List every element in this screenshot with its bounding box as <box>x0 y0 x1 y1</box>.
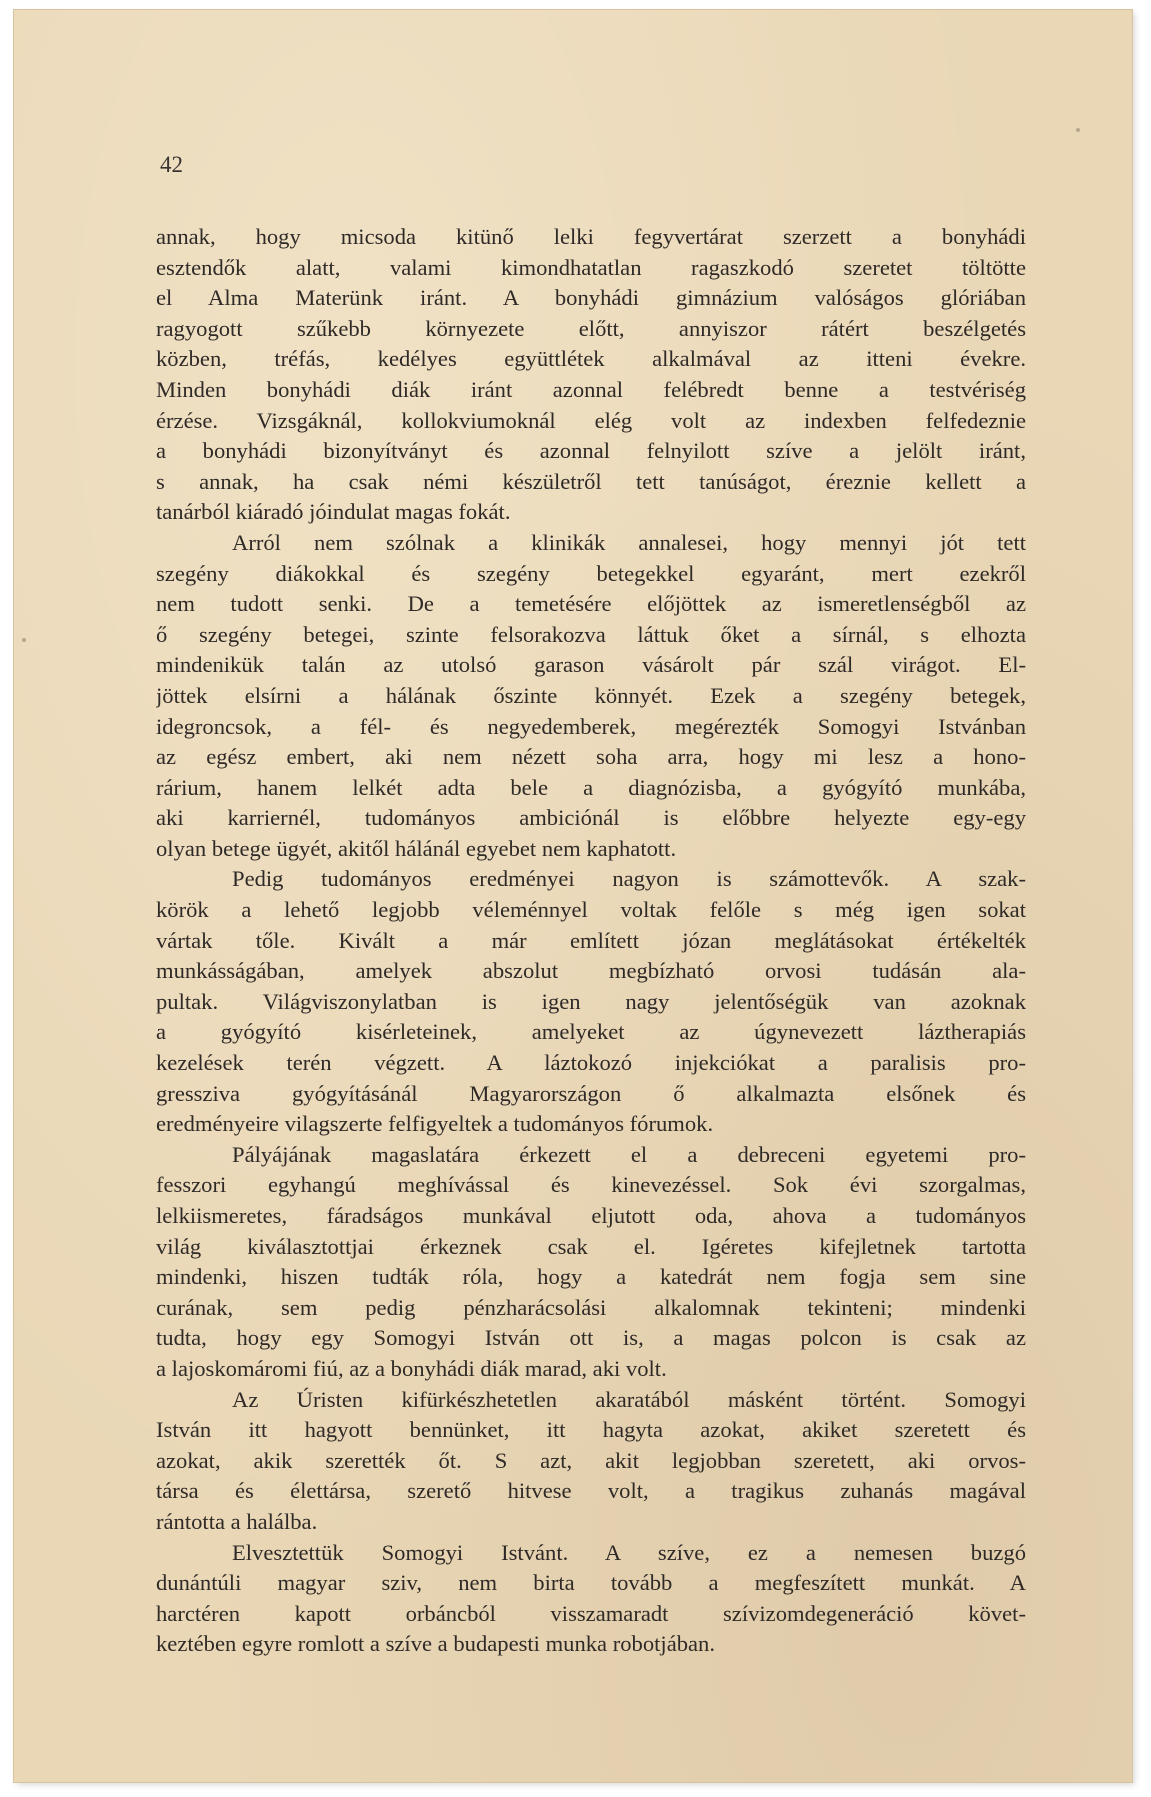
text-line: Az Úristen kifürkészhetetlen akaratából másként történt. Somogyi <box>232 1386 1026 1412</box>
text-line: mindenikük talán az utolsó garason vásárolt pár szál virágot. El- <box>156 652 1026 678</box>
text-line: Pedig tudományos eredményei nagyon is számottevők. A szak- <box>232 866 1026 892</box>
text-line: azokat, akik szerették őt. S azt, akit legjobban szeretett, aki orvos- <box>156 1447 1026 1473</box>
text-line: ragyogott szűkebb környezete előtt, annyiszor rátért beszélgetés <box>156 315 1026 341</box>
text-line: körök a lehető legjobb véleménnyel voltak felőle s még igen sokat <box>156 897 1026 923</box>
text-line: Minden bonyhádi diák iránt azonnal felébredt benne a testvériség <box>156 376 1026 402</box>
text-line: Pályájának magaslatára érkezett el a debreceni egyetemi pro- <box>232 1141 1026 1167</box>
text-line: harctéren kapott orbáncból visszamaradt szívizomdegeneráció követ- <box>156 1600 1026 1626</box>
text-line: ő szegény betegei, szinte felsorakozva láttuk őket a sírnál, s elhozta <box>156 621 1026 647</box>
text-line: rántotta a halálba. <box>156 1508 318 1534</box>
text-line: mindenki, hiszen tudták róla, hogy a katedrát nem fogja sem sine <box>156 1264 1026 1290</box>
text-line: társa és élettársa, szerető hitvese volt, a tragikus zuhanás magával <box>156 1478 1026 1504</box>
text-line: a bonyhádi bizonyítványt és azonnal felnyilott szíve a jelölt iránt, <box>156 438 1026 464</box>
text-line: kezelések terén végzett. A láztokozó injekciókat a paralisis pro- <box>156 1050 1026 1076</box>
text-line: érzése. Vizsgáknál, kollokviumoknál elég volt az indexben felfedeznie <box>156 407 1026 433</box>
paragraph <box>156 528 1026 865</box>
text-line: tanárból kiáradó jóindulat magas fokát. <box>156 499 511 525</box>
text-line: nem tudott senki. De a temetésére előjöttek az ismeretlenségből az <box>156 591 1026 617</box>
text-line: el Alma Materünk iránt. A bonyhádi gimnázium valóságos glóriában <box>156 285 1026 311</box>
pencil-mark <box>22 638 26 642</box>
body-text <box>156 222 1026 1660</box>
text-line: munkásságában, amelyek abszolut megbízható orvosi tudásán ala- <box>156 958 1026 984</box>
text-line: közben, tréfás, kedélyes együttlétek alkalmával az itteni évekre. <box>156 346 1026 372</box>
text-line: eredményeire vilagszerte felfigyeltek a tudományos fórumok. <box>156 1111 714 1137</box>
text-line: s annak, ha csak némi készületről tett tanúságot, éreznie kellett a <box>156 468 1026 494</box>
text-line: dunántúli magyar sziv, nem birta tovább a megfeszített munkát. A <box>156 1570 1026 1596</box>
text-line: a lajoskomáromi fiú, az a bonyhádi diák marad, aki volt. <box>156 1355 667 1381</box>
text-line: gressziva gyógyításánál Magyarországon ő alkalmazta elsőnek és <box>156 1080 1026 1106</box>
text-line: rárium, hanem lelkét adta bele a diagnózisba, a gyógyító munkába, <box>156 774 1026 800</box>
text-line: az egész embert, aki nem nézett soha arra, hogy mi lesz a hono- <box>156 744 1026 770</box>
text-line: lelkiismeretes, fáradságos munkával eljutott oda, ahova a tudományos <box>156 1203 1026 1228</box>
text-line: fesszori egyhangú meghívással és kinevezéssel. Sok évi szorgalmas, <box>156 1172 1026 1198</box>
pencil-mark <box>1076 128 1080 132</box>
paragraph <box>156 1538 1026 1660</box>
text-line: keztében egyre romlott a szíve a budapesti munka robotjában. <box>156 1631 715 1657</box>
text-line: vártak tőle. Kivált a már említett józan meglátásokat értékelték <box>156 927 1026 953</box>
text-line: világ kiválasztottjai érkeznek csak el. Igéretes kifejletnek tartotta <box>156 1233 1026 1259</box>
text-line: curának, sem pedig pénzharácsolási alkalomnak tekinteni; mindenki <box>156 1294 1026 1320</box>
text-line: olyan betege ügyét, akitől hálánál egyebet nem kaphatott. <box>156 835 677 861</box>
text-line: szegény diákokkal és szegény betegekkel egyaránt, mert ezekről <box>156 560 1026 586</box>
paragraph <box>156 222 1026 528</box>
paragraph <box>156 864 1026 1139</box>
text-line: pultak. Világviszonylatban is igen nagy jelentőségük van azoknak <box>156 988 1026 1014</box>
text-line: Elvesztettük Somogyi Istvánt. A szíve, ez a nemesen buzgó <box>232 1539 1026 1565</box>
paragraph <box>156 1385 1026 1538</box>
text-line: tudta, hogy egy Somogyi István ott is, a magas polcon is csak az <box>156 1325 1026 1351</box>
page-number: 42 <box>160 152 183 177</box>
text-line: Arról nem szólnak a klinikák annalesei, hogy mennyi jót tett <box>232 529 1026 555</box>
text-line: István itt hagyott bennünket, itt hagyta azokat, akiket szeretett és <box>156 1417 1026 1443</box>
text-line: a gyógyító kisérleteinek, amelyeket az úgynevezett láztherapiás <box>156 1019 1026 1045</box>
paragraph <box>156 1140 1026 1385</box>
text-line: annak, hogy micsoda kitünő lelki fegyvertárat szerzett a bonyhádi <box>156 224 1026 249</box>
text-line: aki karriernél, tudományos ambiciónál is előbbre helyezte egy-egy <box>156 805 1026 831</box>
text-line: idegroncsok, a fél- és negyedemberek, megérezték Somogyi Istvánban <box>156 713 1026 739</box>
text-line: jöttek elsírni a hálának őszinte könnyét. Ezek a szegény betegek, <box>156 682 1026 708</box>
text-line: esztendők alatt, valami kimondhatatlan ragaszkodó szeretet töltötte <box>156 254 1026 280</box>
